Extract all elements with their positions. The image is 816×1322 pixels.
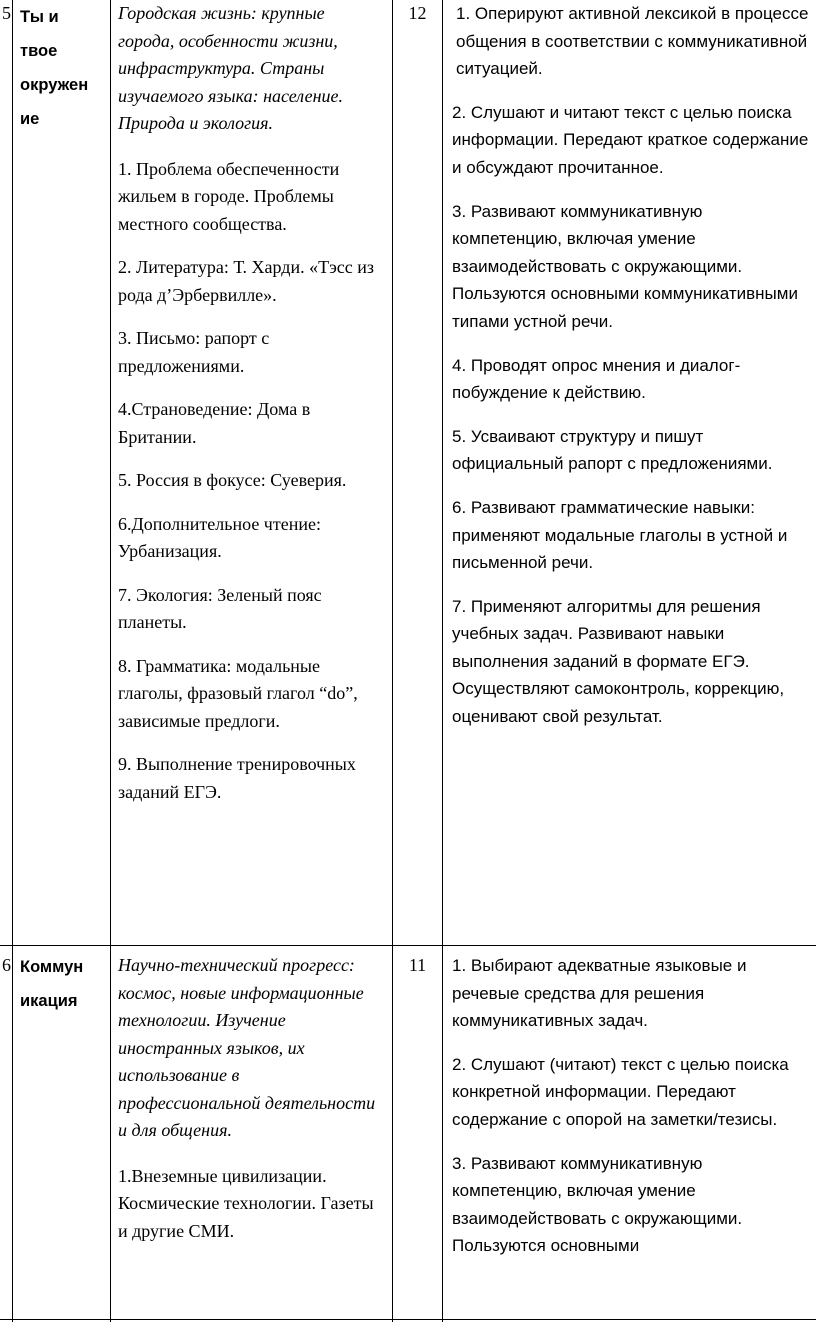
table-border-col2 (392, 0, 393, 1322)
content-item: 2. Литература: Т. Харди. «Тэсс из рода д’Эрбервилле». (118, 257, 375, 305)
table-border-bottom (0, 1319, 816, 1320)
topic-line: окружен (20, 76, 89, 94)
topic-line: Ты и (20, 8, 59, 26)
content-item: 1.Внеземные цивилизации. Космические технологии. Газеты и другие СМИ. (118, 1165, 374, 1241)
result-item: 4. Проводят опрос мнения и диалог-побуждение к действию. (452, 355, 741, 403)
topic-cell (20, 950, 108, 1018)
content-item: 5. Россия в фокусе: Суеверия. (118, 470, 347, 490)
content-intro: Научно-технический прогресс: космос, новые информационные технологии. Изучение иностранных языков, их использование в профессиональной деятельности и для общения. (118, 955, 376, 1140)
topic-line: икация (20, 992, 78, 1010)
topic-cell (20, 0, 108, 136)
hours-cell: 12 (408, 3, 427, 23)
result-item: 1. Выбирают адекватные языковые и речевые средства для решения коммуникативных задач. (452, 956, 747, 1031)
results-cell (452, 0, 816, 731)
results-cell (452, 952, 814, 1260)
content-item: 8. Грамматика: модальные глаголы, фразовый глагол “do”, зависимые предлоги. (118, 655, 358, 731)
content-item: 4.Страноведение: Дома в Британии. (118, 399, 311, 447)
table-border-left (12, 0, 13, 1322)
topic-line: Коммун (20, 958, 84, 976)
result-item: 7. Применяют алгоритмы для решения учебных задач. Развивают навыки выполнения заданий в формате ЕГЭ. Осуществляют самоконтроль, коррекцию, оценивают свой результат. (452, 596, 785, 727)
table-border-col1 (110, 0, 111, 1322)
hours-cell: 11 (408, 955, 427, 975)
content-item: 1. Проблема обеспеченности жильем в городе. Проблемы местного сообщества. (118, 158, 340, 234)
content-cell (118, 0, 384, 806)
row-divider (0, 945, 816, 946)
content-item: 9. Выполнение тренировочных заданий ЕГЭ. (118, 754, 356, 802)
content-item: 3. Письмо: рапорт с предложениями. (118, 328, 270, 376)
content-item: 6.Дополнительное чтение: Урбанизация. (118, 513, 321, 561)
result-item: 3. Развивают коммуникативную компетенцию, включая умение взаимодействовать с окружающими. Пользуются основными коммуникативными типами устной речи. (452, 201, 798, 331)
topic-line: ие (20, 110, 40, 128)
topic-line: твое (20, 42, 58, 60)
content-item: 7. Экология: Зеленый пояс планеты. (118, 584, 322, 632)
content-cell (118, 952, 384, 1245)
result-item: 1. Оперируют активной лексикой в процессе общения в соответствии с коммуникативной ситуацией. (456, 4, 809, 79)
row-index: 6 (2, 955, 11, 975)
content-intro: Городская жизнь: крупные города, особенности жизни, инфраструктура. Страны изучаемого языка: население. Природа и экология. (118, 3, 343, 133)
result-item: 2. Слушают и читают текст с целью поиска информации. Передают краткое содержание и обсуждают прочитанное. (452, 102, 809, 177)
result-item: 3. Развивают коммуникативную компетенцию, включая умение взаимодействовать с окружающими. Пользуются основными (452, 1153, 743, 1256)
result-item: 2. Слушают (читают) текст с целью поиска конкретной информации. Передают содержание с опорой на заметки/тезисы. (452, 1054, 789, 1129)
row-index: 5 (2, 3, 11, 23)
table-border-col3 (442, 0, 443, 1322)
result-item: 5. Усваивают структуру и пишут официальный рапорт с предложениями. (452, 426, 773, 474)
result-item: 6. Развивают грамматические навыки: применяют модальные глаголы в устной и письменной речи. (452, 497, 788, 573)
